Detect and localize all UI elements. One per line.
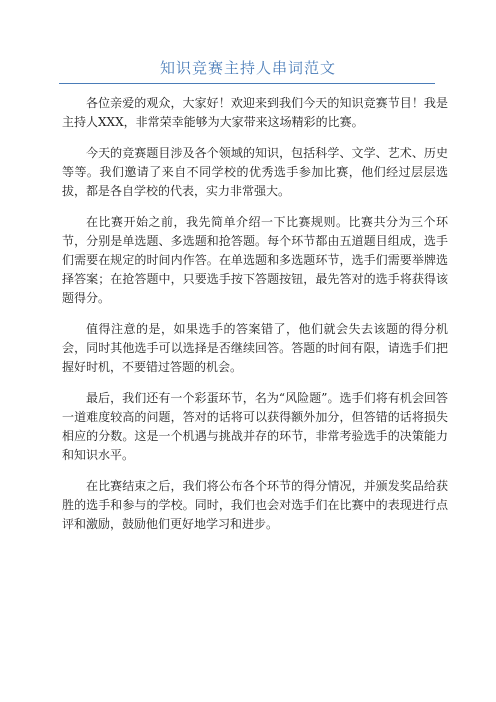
paragraph-closing: 在比赛结束之后，我们将公布各个环节的得分情况，并颁发奖品给获胜的选手和参与的学校。同时，我们也会对选手们在比赛中的表现进行点评和激励，鼓励他们更好地学习和进步。 [62, 479, 448, 531]
title-underline [59, 83, 435, 84]
document-body [62, 94, 448, 546]
paragraph-rules: 在比赛开始之前，我先简单介绍一下比赛规则。比赛共分为三个环节，分别是单选题、多选题和抢答题。每个环节都由五道题目组成，选手们需要在规定的时间内作答。在单选题和多选题环节，选手们需要举牌选择答案；在抢答题中，只要选手按下答题按钮，最先答对的选手将获得该题得分。 [62, 215, 448, 305]
paragraph-topics: 今天的竞赛题目涉及各个领域的知识，包括科学、文学、艺术、历史等等。我们邀请了来自不同学校的优秀选手参加比赛，他们经过层层选拔，都是各自学校的代表，实力非常强大。 [62, 146, 448, 198]
document-title: 知识竞赛主持人串词范文 [159, 59, 336, 77]
paragraph-greeting: 各位亲爱的观众，大家好！欢迎来到我们今天的知识竞赛节目！我是主持人XXX，非常荣幸能够为大家带来这场精彩的比赛。 [62, 96, 448, 129]
paragraph-notes: 值得注意的是，如果选手的答案错了，他们就会失去该题的得分机会，同时其他选手可以选择是否继续回答。答题的时间有限，请选手们把握好时机，不要错过答题的机会。 [62, 322, 448, 374]
paragraph-risk-round: 最后，我们还有一个彩蛋环节，名为“风险题”。选手们将有机会回答一道难度较高的问题，答对的话将可以获得额外加分，但答错的话将损失相应的分数。这是一个机遇与挑战并存的环节，非常考验选手的决策能力和知识水平。 [62, 391, 448, 462]
